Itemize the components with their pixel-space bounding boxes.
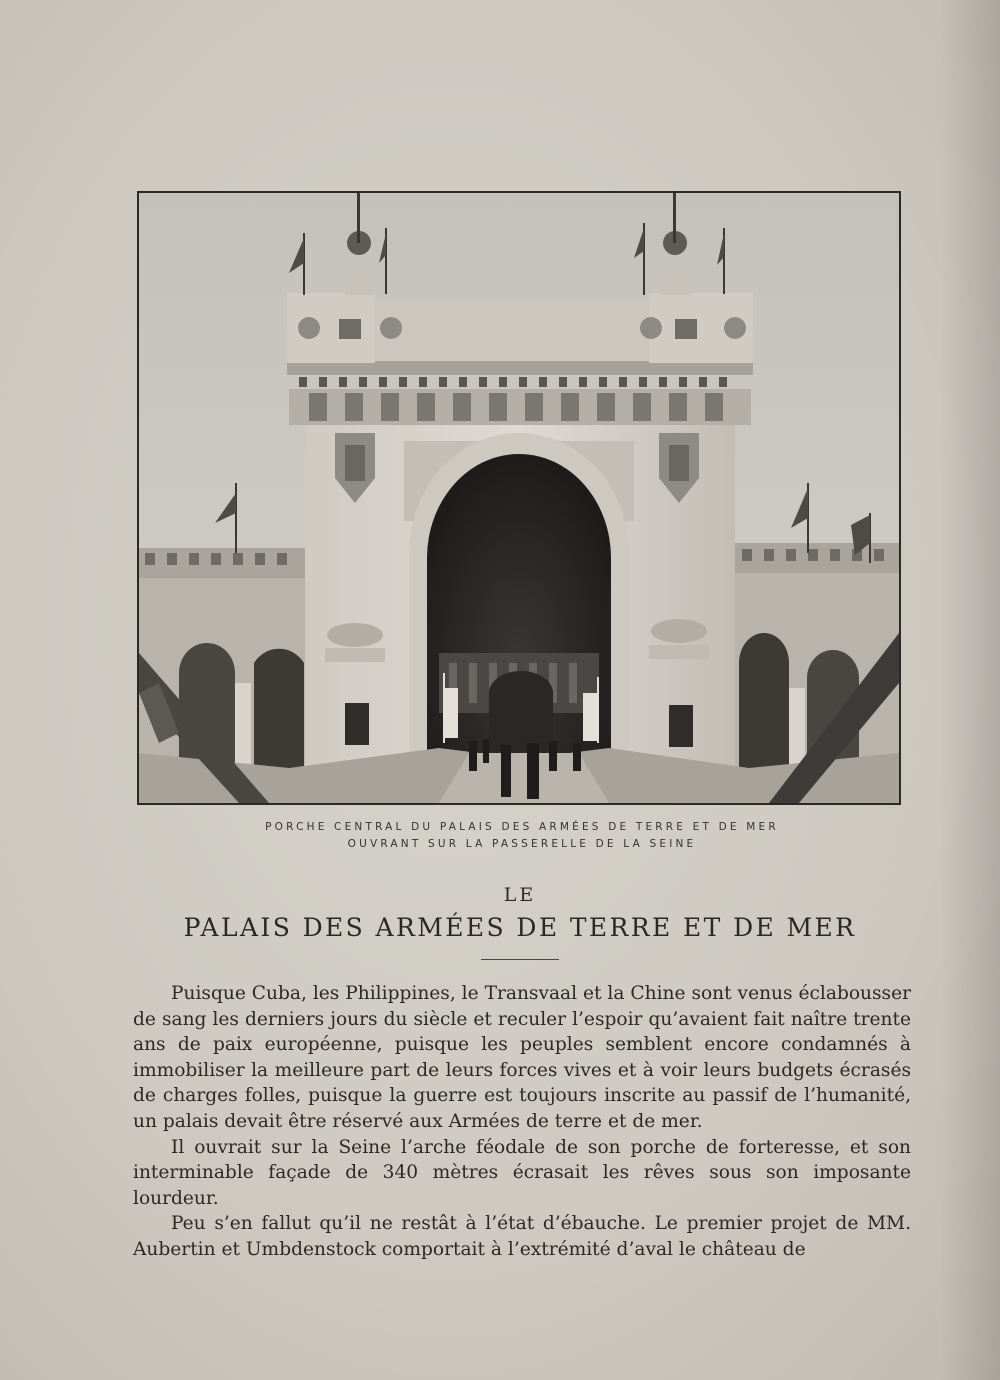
plate-caption-line-1: PORCHE CENTRAL DU PALAIS DES ARMÉES DE TERRE ET DE MER — [265, 821, 779, 833]
paragraph: Il ouvrait sur la Seine l’arche féodale de son porche de forteresse, et son interminable façade de 340 mètres écrasait les rêves sous son imposante lourdeur. — [133, 1136, 911, 1209]
page-shadow — [940, 0, 1000, 1380]
photograph-plate — [137, 191, 901, 805]
plate-caption-line-2: OUVRANT SUR LA PASSERELLE DE LA SEINE — [347, 838, 697, 850]
article-body — [133, 981, 911, 1263]
palace-porch-photograph — [139, 193, 899, 803]
paragraph: Peu s’en fallut qu’il ne restât à l’état d’ébauche. Le premier projet de MM. Aubertin et Umbdenstock comportait à l’extrémité d’aval le château de — [133, 1213, 911, 1260]
title-divider — [481, 959, 559, 960]
article-title: PALAIS DES ARMÉES DE TERRE ET DE MER — [183, 913, 857, 942]
article-kicker: LE — [503, 884, 537, 906]
paragraph: Puisque Cuba, les Philippines, le Transvaal et la Chine sont venus éclabousser de sang les derniers jours du siècle et reculer l’espoir qu’avaient fait naître trente ans de paix européenne, puisque les peuples semblent encore condamnés à immobiliser la meilleure part de leurs forces vives et à voir leurs budgets écrasés de charges folles, puisque la guerre est toujours inscrite au passif de l’humanité, un palais devait être réservé aux Armées de terre et de mer. — [133, 983, 911, 1132]
